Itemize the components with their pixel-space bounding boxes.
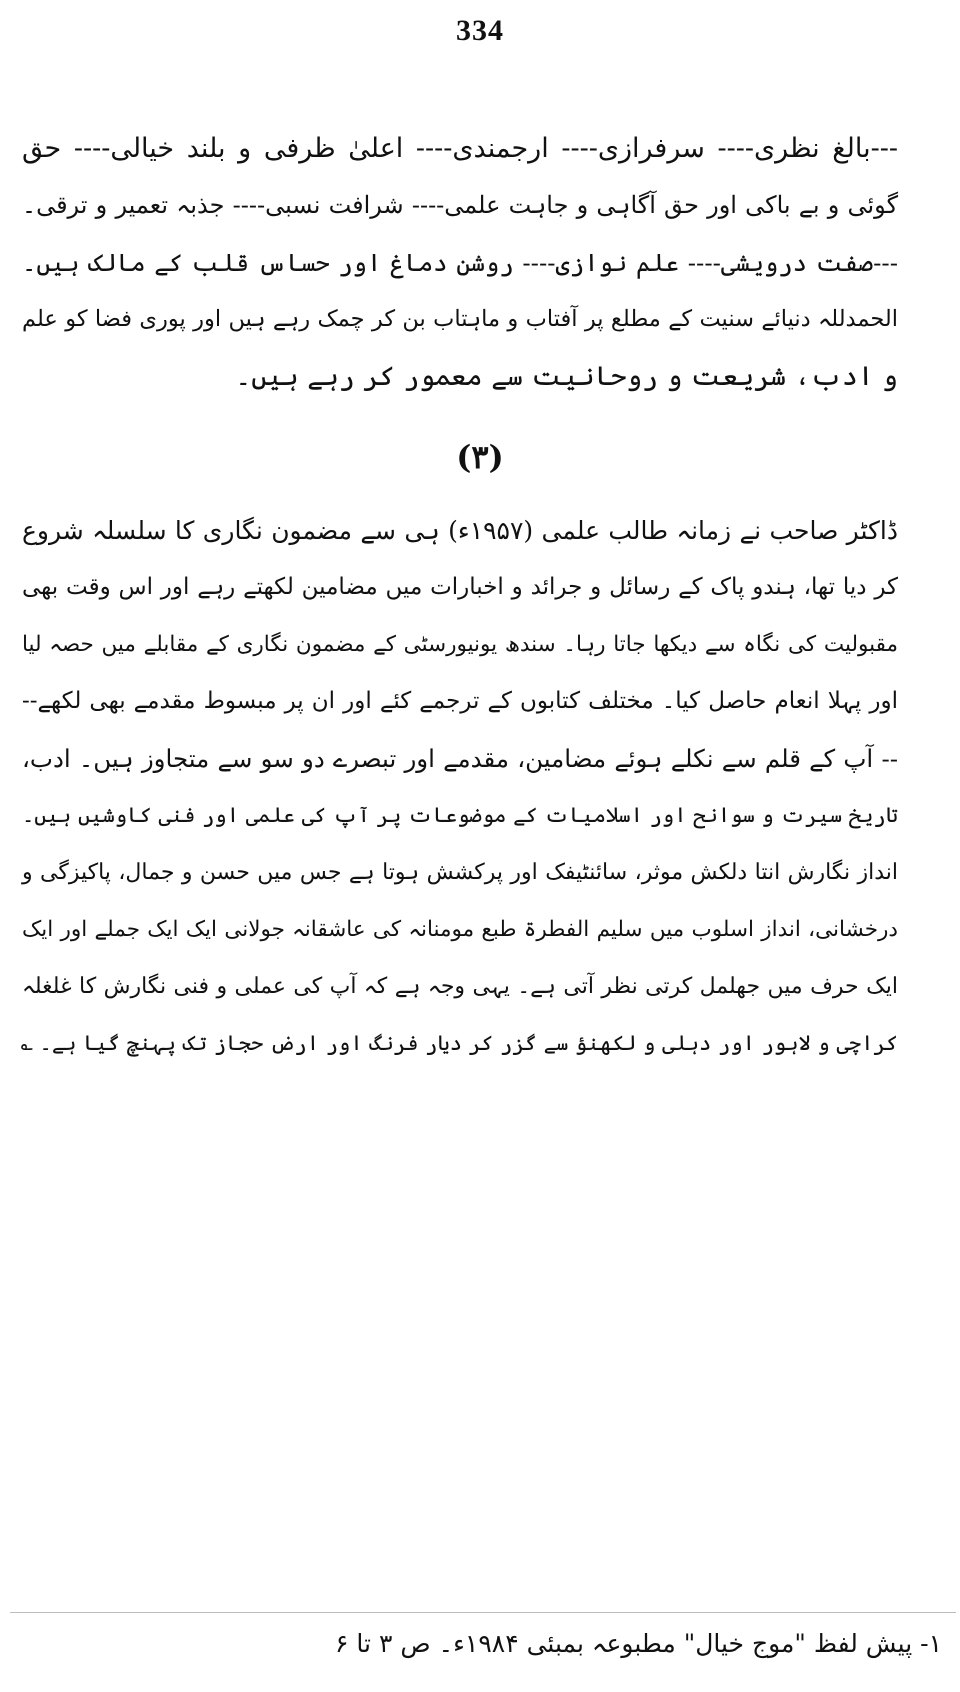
footnote: ۱- پیش لفظ "موج خیال" مطبوعہ بمبئی ۱۹۸۴ء۔ ص ۳ تا ۶ bbox=[335, 1629, 942, 1658]
text-line: ڈاکٹر صاحب نے زمانہ طالب علمی (۱۹۵۷ء) ہی سے مضمون نگاری کا سلسلہ شروع bbox=[22, 516, 898, 545]
section-heading: (۳) bbox=[456, 438, 504, 476]
text-line: ایک حرف میں جھلمل کرتی نظر آتی ہے۔ یہی وجہ ہے کہ آپ کی عملی و فنی نگارش کا غلغلہ bbox=[22, 974, 898, 999]
text-line: تاریخ سیرت و سوانح اور اسلامیات کے موضوعات پر آپ کی علمی اور فنی کاوشیں ہیں۔ bbox=[22, 803, 898, 827]
text-line: اور پہلا انعام حاصل کیا۔ مختلف کتابوں کے ترجمے کئے اور ان پر مبسوط مقدمے بھی لکھے-- bbox=[22, 688, 898, 714]
footnote-divider bbox=[10, 1612, 956, 1613]
paragraph-two bbox=[22, 502, 898, 1072]
text-line: و ادب، شریعت و روحانیت سے معمور کر رہے ہیں۔ bbox=[235, 361, 898, 392]
text-line: مقبولیت کی نگاہ سے دیکھا جاتا رہا۔ سندھ یونیورسٹی کے مضمون نگاری کے مقابلے میں حصہ لیا bbox=[22, 632, 898, 657]
text-line: انداز نگارش انتا دلکش موثر، سائنٹیفک اور پرکشش ہوتا ہے جس میں حسن و جمال، پاکیزگی و bbox=[22, 860, 898, 885]
text-line: کر دیا تھا، ہندو پاک کے رسائل و جرائد و اخبارات میں مضامین لکھتے رہے اور اس وقت بھی bbox=[22, 574, 898, 600]
text-line: الحمدللہ دنیائے سنیت کے مطلع پر آفتاب و ماہتاب بن کر چمک رہے ہیں اور پوری فضا کو علم bbox=[22, 306, 898, 332]
page-number: 334 bbox=[456, 14, 504, 47]
paragraph-one bbox=[22, 120, 898, 405]
text-line: گوئی و بے باکی اور حق آگاہی و جاہت علمی---- شرافت نسبی---- جذبہ تعمیر و ترقی۔ bbox=[22, 191, 898, 219]
text-line: -- آپ کے قلم سے نکلے ہوئے مضامین، مقدمے اور تبصرے دو سو سے متجاوز ہیں۔ ادب، bbox=[22, 744, 898, 773]
text-line: درخشانی، انداز اسلوب میں سلیم الفطرۃ طبع مومنانہ کی عاشقانہ جولانی ایک ایک جملے اور ایک bbox=[22, 917, 898, 942]
text-line: ---صفت درویشی---- علم نوازی---- روشن دماغ اور حساس قلب کے مالک ہیں۔ bbox=[22, 248, 898, 277]
text-line: کراچی و لاہور اور دہلی و لکھنؤ سے گزر کر دیار فرنگ اور ارض حجاز تک پہنچ گیا ہے۔ ؎ bbox=[20, 1031, 898, 1055]
text-line: ---بالغ نظری---- سرفرازی---- ارجمندی---- اعلیٰ ظرفی و بلند خیالی---- حق bbox=[22, 133, 898, 164]
